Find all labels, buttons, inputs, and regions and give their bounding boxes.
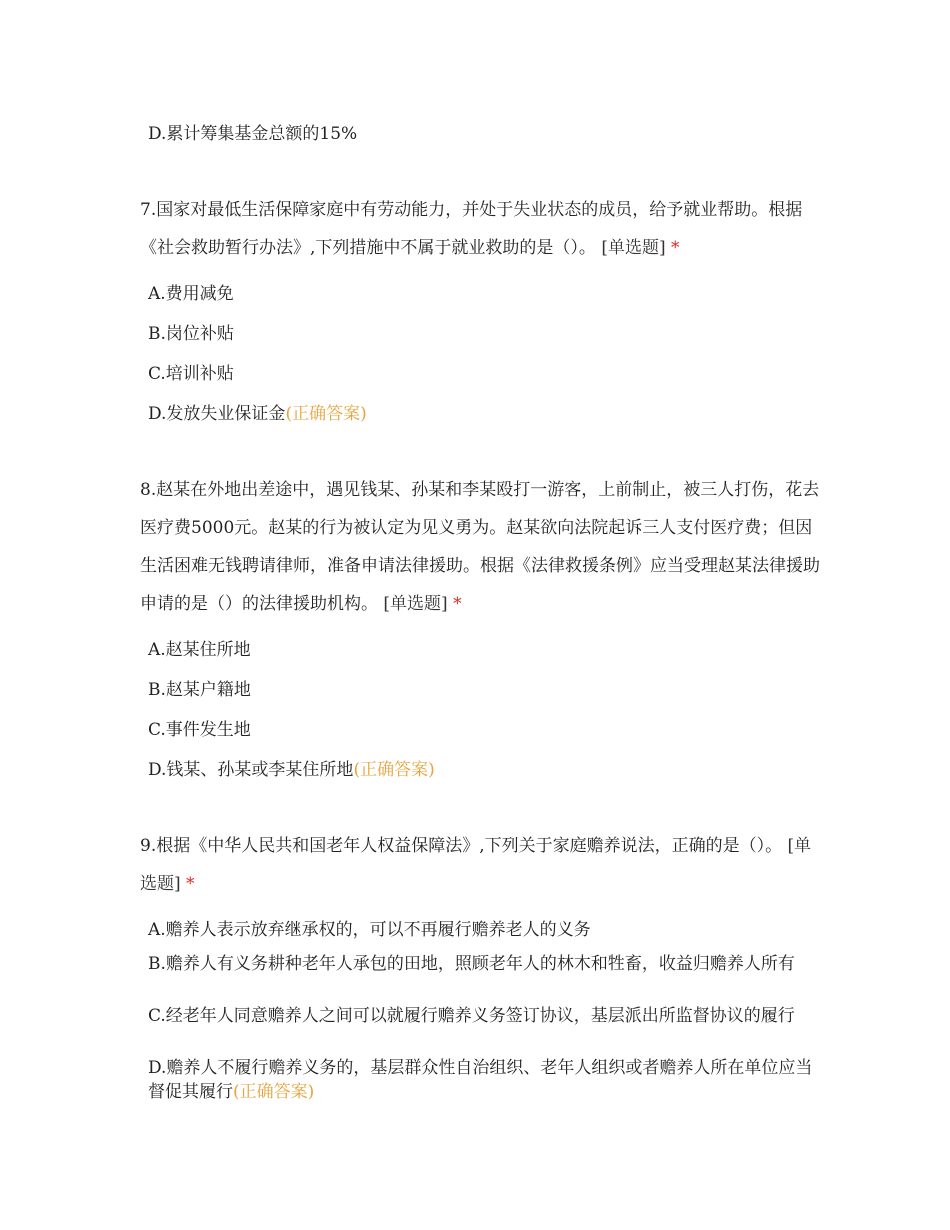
- q9-option-a[interactable]: [148, 918, 818, 942]
- question-9-stem: [140, 827, 820, 903]
- prev-option-d[interactable]: [148, 122, 818, 146]
- q9-option-b[interactable]: [148, 952, 818, 976]
- q7-option-d[interactable]: [148, 402, 818, 426]
- q8-option-b[interactable]: [148, 678, 818, 702]
- q8-option-a[interactable]: [148, 638, 818, 662]
- required-mark: *: [453, 594, 462, 614]
- option-label: C.事件发生地: [148, 720, 251, 740]
- q8-option-d[interactable]: [148, 758, 818, 782]
- q9-option-d[interactable]: [148, 1056, 818, 1104]
- option-label: B.岗位补贴: [148, 324, 234, 344]
- question-text: 8.赵某在外地出差途中，遇见钱某、孙某和李某殴打一游客，上前制止，被三人打伤，花去医疗费5000元。赵某的行为被认定为见义勇为。赵某欲向法院起诉三人支付医疗费；但因生活困难无钱聘请律师，准备申请法律援助。根据《法律救援条例》应当受理赵某法律援助申请的是（）的法律援助机构。: [140, 480, 820, 614]
- correct-answer-marker: (正确答案): [285, 404, 367, 424]
- q9-option-c[interactable]: [148, 1004, 818, 1028]
- option-label: A.费用减免: [148, 284, 234, 304]
- q7-option-c[interactable]: [148, 362, 818, 386]
- option-label: D.赡养人不履行赡养义务的，基层群众性自治组织、老年人组织或者赡养人所在单位应当督促其履行: [148, 1058, 813, 1102]
- q7-option-a[interactable]: [148, 282, 818, 306]
- option-label: D.钱某、孙某或李某住所地: [148, 760, 354, 780]
- q8-option-c[interactable]: [148, 718, 818, 742]
- option-label: B.赡养人有义务耕种老年人承包的田地，照顾老年人的林木和牲畜，收益归赡养人所有: [148, 954, 795, 974]
- question-8-stem: [140, 471, 820, 623]
- required-mark: *: [670, 238, 680, 258]
- correct-answer-marker: (正确答案): [353, 760, 435, 780]
- option-label: A.赵某住所地: [148, 640, 251, 660]
- question-7-stem: [140, 191, 820, 267]
- option-label: C.培训补贴: [148, 364, 234, 384]
- required-mark: *: [186, 874, 195, 894]
- option-label: D.发放失业保证金: [148, 404, 286, 424]
- option-label: A.赡养人表示放弃继承权的，可以不再履行赡养老人的义务: [148, 920, 591, 940]
- question-type-tag: [单选题]: [140, 836, 812, 894]
- option-label: B.赵某户籍地: [148, 680, 251, 700]
- correct-answer-marker: (正确答案): [233, 1082, 315, 1102]
- question-text: 9.根据《中华人民共和国老年人权益保障法》,下列关于家庭赡养说法，正确的是（）。: [140, 836, 783, 856]
- q7-option-b[interactable]: [148, 322, 818, 346]
- question-type-tag: [单选题]: [383, 594, 448, 614]
- option-label: D.累计筹集基金总额的15%: [148, 124, 358, 144]
- question-type-tag: [单选题]: [601, 238, 666, 258]
- question-text: 7.国家对最低生活保障家庭中有劳动能力，并处于失业状态的成员，给予就业帮助。根据《社会救助暂行办法》,下列措施中不属于就业救助的是（）。: [140, 200, 803, 258]
- option-label: C.经老年人同意赡养人之间可以就履行赡养义务签订协议，基层派出所监督协议的履行: [148, 1006, 795, 1026]
